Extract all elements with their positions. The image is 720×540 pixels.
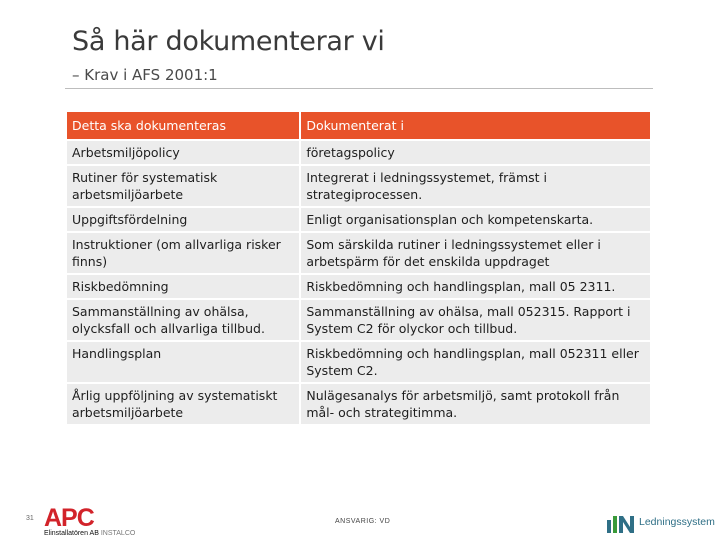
table-row: [67, 384, 650, 424]
cell-documented-in: Nulägesanalys för arbetsmiljö, samt protokoll från mål- och strategitimma.: [301, 384, 650, 424]
cell-requirement: Sammanställning av ohälsa, olycksfall och allvarliga tillbud.: [67, 300, 299, 340]
cell-requirement: Årlig uppföljning av systematiskt arbetsmiljöarbete: [67, 384, 299, 424]
page-number: 31: [26, 515, 34, 522]
apc-logo-word: APC: [44, 504, 94, 532]
cell-requirement: Riskbedömning: [67, 275, 299, 298]
cell-requirement: Instruktioner (om allvarliga risker finns): [67, 233, 299, 273]
table-row: [67, 166, 650, 206]
cell-documented-in: Riskbedömning och handlingsplan, mall 05 2311.: [301, 275, 650, 298]
ledningssystem-logo-word: Ledningssystem: [639, 516, 715, 528]
table-row: [67, 300, 650, 340]
apc-logo: [44, 504, 144, 540]
cell-requirement: Arbetsmiljöpolicy: [67, 141, 299, 164]
footer-responsible: ANSVARIG: VD: [335, 518, 391, 525]
table-row: [67, 208, 650, 231]
cell-documented-in: Enligt organisationsplan och kompetenskarta.: [301, 208, 650, 231]
header-cell-what: Detta ska dokumenteras: [67, 112, 299, 139]
table-row: [67, 141, 650, 164]
apc-logo-subtitle: [44, 530, 135, 537]
apc-logo-sub: Elinstallatören AB: [44, 530, 99, 537]
table-row: [67, 275, 650, 298]
ledningssystem-logo: [607, 512, 717, 534]
ledningssystem-mark-icon: [607, 512, 637, 534]
cell-requirement: Rutiner för systematisk arbetsmiljöarbete: [67, 166, 299, 206]
slide-subtitle: – Krav i AFS 2001:1: [72, 66, 218, 84]
cell-documented-in: Riskbedömning och handlingsplan, mall 052311 eller System C2.: [301, 342, 650, 382]
table-row: [67, 233, 650, 273]
table-header-row: [67, 112, 650, 139]
instalco-logo-text: INSTALCO: [100, 530, 136, 537]
table-row: [67, 342, 650, 382]
documentation-table: [65, 110, 652, 426]
cell-documented-in: Integrerat i ledningssystemet, främst i strategiprocessen.: [301, 166, 650, 206]
cell-documented-in: Sammanställning av ohälsa, mall 052315. Rapport i System C2 för olyckor och tillbud.: [301, 300, 650, 340]
cell-requirement: Uppgiftsfördelning: [67, 208, 299, 231]
cell-documented-in: Som särskilda rutiner i ledningssystemet eller i arbetspärm för det enskilda uppdraget: [301, 233, 650, 273]
header-cell-where: Dokumenterat i: [301, 112, 650, 139]
cell-documented-in: företagspolicy: [301, 141, 650, 164]
title-divider: [65, 88, 653, 89]
cell-requirement: Handlingsplan: [67, 342, 299, 382]
slide-title: Så här dokumenterar vi: [72, 26, 385, 57]
